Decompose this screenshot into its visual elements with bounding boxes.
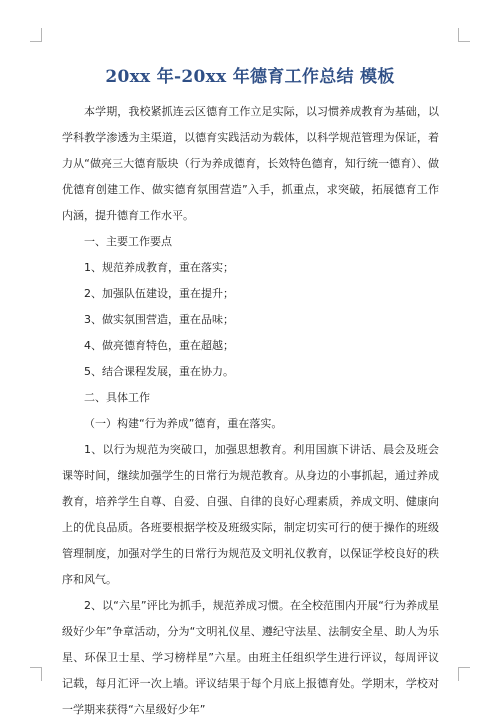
list-item: 3、做实氛围营造，重在品味； xyxy=(84,313,234,326)
subsection-heading: （一）构建“行为养成”德育，重在落实。 xyxy=(84,417,283,430)
list-item: 1、规范养成教育，重在落实； xyxy=(84,261,234,274)
body-paragraph: 2、以“六星”评比为抓手，规范养成习惯。在全校范围内开展“行为养成星级好少年”争章活动，分为“文明礼仪星、遵纪守法星、法制安全星、助人为乐星、环保卫士星、学习榜样星”六星。由班主任组织学生进行评议，每周评议记载，每月汇评一次上墙。评议结果于每个月底上报德育处。学期末，学校对一学期来获得“六星级好少年” xyxy=(62,599,439,716)
crop-mark-top-left xyxy=(41,28,42,42)
list-item: 4、做亮德育特色，重在超越； xyxy=(84,339,234,352)
document-body xyxy=(62,99,439,723)
crop-mark-top-right xyxy=(458,28,459,42)
section-heading: 一、主要工作要点 xyxy=(84,235,172,248)
crop-mark-bottom-right xyxy=(458,667,459,681)
body-paragraph: 1、以行为规范为突破口，加强思想教育。利用国旗下讲话、晨会及班会课等时间，继续加强学生的日常行为规范教育。从身边的小事抓起，通过养成教育，培养学生自尊、自爱、自强、自律的良好心理素质，养成文明、健康向上的优良品质。各班要根据学校及班级实际，制定切实可行的便于操作的班级管理制度，加强对学生的日常行为规范及文明礼仪教育，以保证学校良好的秩序和风气。 xyxy=(62,443,439,586)
intro-paragraph: 本学期，我校紧抓连云区德育工作立足实际，以习惯养成教育为基础，以学科教学渗透为主渠道，以德育实践活动为载体，以科学规范管理为保证，着力从“做亮三大德育版块（行为养成德育，长效特色德育，知行统一德育）、做优德育创建工作、做实德育氛围营造”入手，抓重点，求突破，拓展德育工作内涵，提升德育工作水平。 xyxy=(62,105,439,222)
crop-mark-top-right xyxy=(458,41,470,42)
crop-mark-bottom-left xyxy=(41,667,42,681)
list-item: 2、加强队伍建设，重在提升； xyxy=(84,287,234,300)
crop-mark-bottom-right xyxy=(458,667,470,668)
document-title: 20xx 年-20xx 年德育工作总结 模板 xyxy=(105,67,395,87)
section-heading: 二、具体工作 xyxy=(84,391,150,404)
list-item: 5、结合课程发展，重在协力。 xyxy=(84,365,234,378)
